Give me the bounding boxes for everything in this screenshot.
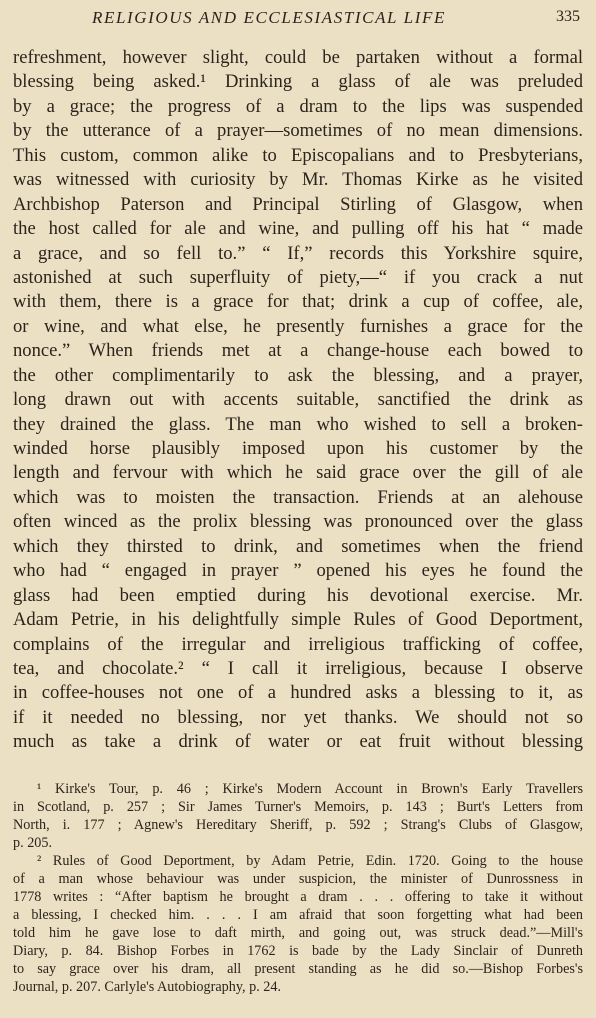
footnote-line: 1778 writes : “After baptism he brought a dram . . . offering to take it without	[13, 889, 583, 905]
text-line: who had “ engaged in prayer ” opened his eyes he found the	[13, 560, 583, 582]
text-line: if it needed no blessing, nor yet thanks. We should not so	[13, 706, 583, 728]
footnote-line: a blessing, I checked him. . . . I am afraid that soon forgetting what had been	[13, 907, 583, 923]
footnote-line: North, i. 177 ; Agnew's Hereditary Sheriff, p. 592 ; Strang's Clubs of Glasgow,	[13, 817, 583, 833]
text-line: a grace, and so fell to.” “ If,” records this Yorkshire squire,	[13, 242, 583, 264]
text-line: which was to moisten the transaction. Friends at an alehouse	[13, 486, 583, 508]
text-line: they drained the glass. The man who wished to sell a broken-	[13, 413, 583, 435]
footnotes	[13, 780, 583, 996]
text-line: astonished at such superfluity of piety,—“ if you crack a nut	[13, 266, 583, 288]
text-line: Archbishop Paterson and Principal Stirling of Glasgow, when	[13, 193, 583, 215]
text-line: Adam Petrie, in his delightfully simple Rules of Good Deportment,	[13, 609, 583, 631]
text-line: tea, and chocolate.² “ I call it irreligious, because I observe	[13, 657, 583, 679]
running-title: RELIGIOUS AND ECCLESIASTICAL LIFE	[92, 8, 446, 27]
footnote-line: of a man whose behaviour was under suspicion, the minister of Dunrossness in	[13, 871, 583, 887]
text-line: glass had been emptied during his devotional exercise. Mr.	[13, 584, 583, 606]
text-line: often winced as the prolix blessing was pronounced over the glass	[13, 511, 583, 533]
footnote-line: Journal, p. 207. Carlyle's Autobiography, p. 24.	[13, 979, 282, 995]
footnote-line: to say grace over his dram, all present standing as he did so.—Bishop Forbes's	[13, 961, 583, 977]
text-line: long drawn out with accents suitable, sanctified the drink as	[13, 389, 583, 411]
footnote-line: Diary, p. 84. Bishop Forbes in 1762 is bade by the Lady Sinclair of Dunreth	[13, 943, 583, 959]
text-line: complains of the irregular and irreligious trafficking of coffee,	[13, 633, 583, 655]
text-line: by the utterance of a prayer—sometimes of no mean dimensions.	[13, 120, 583, 142]
text-line: by a grace; the progress of a dram to the lips was suspended	[13, 95, 583, 117]
text-line: in coffee-houses not one of a hundred asks a blessing to it, as	[13, 682, 583, 704]
text-line: winded horse plausibly imposed upon his customer by the	[13, 438, 583, 459]
running-header	[14, 8, 582, 30]
text-line: blessing being asked.¹ Drinking a glass of ale was preluded	[13, 71, 583, 93]
text-line: nonce.” When friends met at a change-house each bowed to	[13, 340, 583, 362]
page-number: 335	[556, 8, 580, 25]
text-line: was witnessed with curiosity by Mr. Thomas Kirke as he visited	[13, 169, 583, 191]
text-line: which they thirsted to drink, and sometimes when the friend	[13, 535, 583, 557]
footnote-line: in Scotland, p. 257 ; Sir James Turner's Memoirs, p. 143 ; Burt's Letters from	[13, 799, 583, 815]
text-line: This custom, common alike to Episcopalians and to Presbyterians,	[13, 144, 583, 166]
body-text	[13, 46, 583, 755]
text-line: or wine, and what else, he presently furnishes a grace for the	[13, 315, 583, 337]
text-line: the other complimentarily to ask the blessing, and a prayer,	[13, 364, 583, 386]
text-line: the host called for ale and wine, and pulling off his hat “ made	[13, 218, 583, 240]
footnote-line: p. 205.	[13, 835, 53, 851]
footnote-line: told him he gave lose to daft mirth, and going out, was struck dead.”—Mill's	[13, 925, 583, 941]
text-line: length and fervour with which he said grace over the gill of ale	[13, 462, 583, 484]
footnote-line: ¹ Kirke's Tour, p. 46 ; Kirke's Modern Account in Brown's Early Travellers	[37, 781, 583, 797]
text-line: much as take a drink of water or eat fruit without blessing	[13, 731, 583, 753]
text-line: with them, there is a grace for that; drink a cup of coffee, ale,	[13, 291, 583, 313]
text-line: refreshment, however slight, could be partaken without a formal	[13, 47, 583, 68]
footnote-line: ² Rules of Good Deportment, by Adam Petrie, Edin. 1720. Going to the house	[37, 853, 583, 869]
